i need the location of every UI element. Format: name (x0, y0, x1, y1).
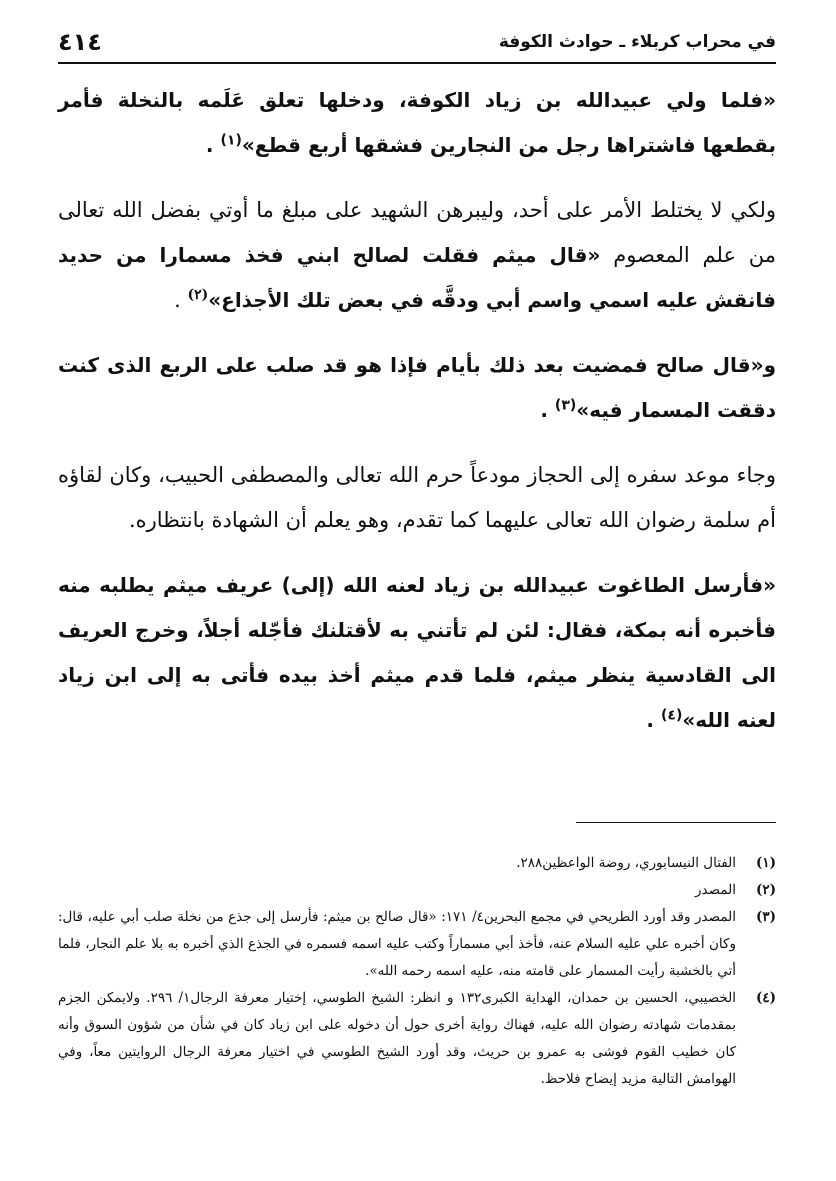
page-number: ٤١٤ (58, 28, 102, 56)
paragraph-1-text: «فلما ولي عبيدالله بن زياد الكوفة، ودخلها تعلق عَلَمه بالنخلة فأمر بقطعها فاشتراها رجل من النجارين فشقها أربع قطع» (58, 88, 776, 157)
footnote (58, 877, 776, 904)
footnote-ref-1[interactable]: (١) (220, 132, 242, 149)
footnote-number: (١) (755, 855, 776, 871)
paragraph-3-text: و«قال صالح فمضيت بعد ذلك بأيام فإذا هو قد صلب على الربع الذى كنت دققت المسمار فيه» (58, 353, 776, 422)
footnote-text: المصدر وقد أورد الطريحي في مجمع البحرين٤/ ١٧١: «قال صالح بن ميثم: فأرسل إلى جذع من نخلة صلب أبي عليه، قال: وكان أخبره علي عليه السلام عنه، فأخذ أبي مسماراً وكتب عليه اسمه فسمره في الجذع الذي أخبره به بلا علم النجار، فلما أتي بالخشبة رأيت المسمار على قامته منه، عليه اسمه رحمه الله». (58, 909, 737, 979)
footnote-ref-2[interactable]: (٢) (187, 287, 209, 303)
running-title: في محراب كربلاء ـ حوادث الكوفة (498, 32, 776, 52)
footnote-number: (٣) (755, 909, 776, 925)
footnote-number: (٤) (755, 990, 776, 1006)
main-text (58, 78, 776, 763)
footnote-number: (٢) (755, 882, 776, 898)
footnote-ref-3[interactable]: (٣) (554, 397, 577, 414)
paragraph-2 (58, 188, 776, 323)
footnote (58, 985, 776, 1093)
paragraph-3 (58, 343, 776, 433)
footnote (58, 850, 776, 877)
footnote-text: الخصيبي، الحسين بن حمدان، الهداية الكبرى١٣٢ و انظر: الشيخ الطوسي، إختيار معرفة الرجال١/ ٢٩٦. ولايمكن الجزم بمقدمات شهادته رضوان الله عليه، فهناك رواية أخرى حول أن دخوله على ابن زياد كان في شأن من شؤون السوق وأنه كان خطيب القوم فوشى به عمرو بن حريث، وقد أورد الشيخ الطوسي في اختيار معرفة الرجال الروايتين معاً، وفي الهوامش التالية مزيد إيضاح فلاحظ. (58, 990, 737, 1087)
paragraph-4-text: وجاء موعد سفره إلى الحجاز مودعاً حرم الله تعالى والمصطفى الحبيب، وكان لقاؤه أم سلمة رضوان الله تعالى عليهما كما تقدم، وهو يعلم أن الشهادة بانتظاره. (58, 463, 776, 532)
footnote-ref-4[interactable]: (٤) (661, 707, 683, 724)
paragraph-1 (58, 78, 776, 168)
paragraph-2-end: . (174, 288, 181, 312)
footnote-text: الفتال النيسابوري، روضة الواعظين٢٨٨. (516, 855, 736, 871)
paragraph-3-end: . (540, 398, 548, 422)
paragraph-2-plain: ولكي لا يختلط الأمر على أحد، وليبرهن الشهيد على مبلغ ما أوتي بفضل الله تعالى من علم المعصوم (58, 198, 776, 267)
paragraph-5-end: . (646, 708, 655, 732)
paragraph-2-quote: «قال ميثم فقلت لصالح ابني فخذ مسمارا من حديد فانقش عليه اسمي واسم أبي ودقَّه في بعض تلك الأجذاع» (58, 243, 776, 312)
paragraph-5 (58, 563, 776, 743)
footnote-separator (576, 822, 776, 823)
footnotes (58, 850, 776, 1093)
page-header (58, 28, 776, 64)
paragraph-4 (58, 453, 776, 543)
header-rule (58, 62, 776, 64)
footnote (58, 904, 776, 985)
paragraph-1-end: . (205, 133, 214, 157)
footnote-text: المصدر (695, 882, 736, 898)
paragraph-5-text: «فأرسل الطاغوت عبيدالله بن زياد لعنه الله (إلى) عريف ميثم يطلبه منه فأخبره أنه بمكة، فقال: لئن لم تأتني به لأقتلنك فأجّله أجلاً، وخرج العريف الى القادسية ينظر ميثم، فلما قدم ميثم أخذ بيده فأتى به إلى ابن زياد لعنه الله» (58, 573, 776, 732)
